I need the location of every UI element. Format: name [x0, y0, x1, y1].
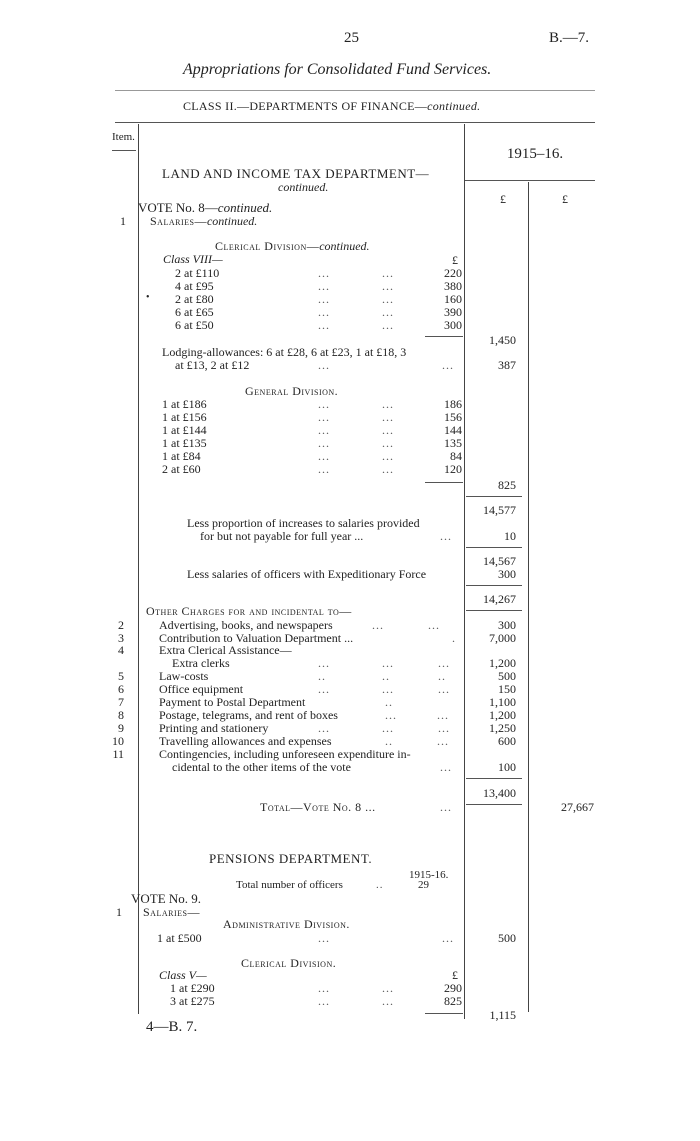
less-1-line-1: Less proportion of increases to salaries provided [187, 516, 420, 530]
other-row-amount: 600 [498, 734, 516, 748]
vote-8-cont: continued. [217, 200, 273, 215]
other-row-number: 4 [118, 643, 124, 657]
class-sum-rule [425, 336, 463, 337]
leader-dots: ... [440, 529, 452, 543]
pensions-salaries-heading: Salaries— [143, 905, 200, 919]
subtotal-1: 14,577 [483, 503, 516, 517]
general-row-amount: 186 [444, 397, 462, 411]
leader-dots: .. [376, 879, 384, 891]
leader-dots: ... [440, 800, 452, 814]
item-column-header: Item. [112, 131, 135, 143]
class-row-amount: 220 [444, 266, 462, 280]
leader-dots: .. ... [385, 734, 449, 748]
general-row-amount: 144 [444, 423, 462, 437]
leader-dots: ... ... ... [318, 721, 450, 735]
leader-dots: ... ... [318, 931, 454, 945]
pensions-pound-sign: £ [452, 968, 458, 982]
land-item-1: 1 [120, 214, 126, 228]
class-row-desc: 6 at £65 [175, 305, 214, 319]
leader-dots: ... ... [318, 279, 394, 293]
other-row-number: 6 [118, 682, 124, 696]
clerical-division-cont: continued. [319, 239, 370, 253]
class-row-desc: 4 at £95 [175, 279, 214, 293]
other-charges-total: 13,400 [483, 786, 516, 800]
other-row-amount: 1,100 [489, 695, 516, 709]
pound-column-2: £ [562, 192, 568, 206]
pensions-class-row-amount: 825 [444, 994, 462, 1008]
title-rule [115, 90, 595, 91]
leader-dots: . [452, 631, 456, 645]
other-row-desc: Advertising, books, and newspapers [159, 618, 333, 632]
item-column-divider [138, 124, 139, 1014]
land-dept-cont: continued. [278, 180, 329, 194]
general-row-amount: 120 [444, 462, 462, 476]
other-charges-heading: Other Charges for and incidental to— [146, 604, 352, 618]
leader-dots: ... ... [318, 449, 394, 463]
year-column-header: 1915–16. [506, 146, 564, 162]
leader-dots: ... ... [318, 318, 394, 332]
pensions-item-1: 1 [116, 905, 122, 919]
item-header-rule [112, 150, 136, 151]
subtotal-3: 14,267 [483, 592, 516, 606]
other-row-desc: Office equipment [159, 682, 244, 696]
general-row-desc: 1 at £135 [162, 436, 207, 450]
other-row-number: 8 [118, 708, 124, 722]
pensions-year-label: 1915-16. [409, 869, 449, 881]
subtotal-3-underline [466, 610, 522, 611]
lodging-line-1: Lodging-allowances: 6 at £28, 6 at £23, 1 at £18, 3 [162, 345, 407, 359]
other-total-rule [466, 778, 522, 779]
clerical-division-label: Clerical Division— [215, 239, 320, 253]
other-row-amount: 100 [498, 760, 516, 774]
other-row-amount: 300 [498, 618, 516, 632]
year-header-rule [465, 180, 595, 181]
land-salaries-heading [150, 214, 257, 229]
pensions-class-row-desc: 1 at £290 [170, 981, 215, 995]
amount-column-divider-2 [528, 182, 529, 1012]
page-title: Appropriations for Consolidated Fund Services. [183, 61, 492, 78]
leader-dots: ... ... [318, 981, 394, 995]
margin-mark: • [146, 292, 150, 303]
vote-8-total-label: Total—Vote No. 8 ... [260, 800, 376, 814]
admin-row-amount: 500 [498, 931, 516, 945]
class-heading-cont: continued. [427, 99, 481, 113]
pensions-class-sum-rule [425, 1013, 463, 1014]
land-dept-title: LAND AND INCOME TAX DEPARTMENT— [162, 166, 430, 181]
less-2-text: Less salaries of officers with Expeditionary Force [187, 567, 427, 581]
class-row-amount: 380 [444, 279, 462, 293]
admin-row-desc: 1 at £500 [157, 931, 202, 945]
general-row-amount: 135 [444, 436, 462, 450]
other-row-amount: 1,200 [489, 708, 516, 722]
leader-dots: .. [385, 695, 393, 709]
other-row-desc: cidental to the other items of the vote [172, 760, 351, 774]
general-row-desc: 1 at £144 [162, 423, 207, 437]
officers-count: 29 [418, 879, 429, 891]
signature-mark: 4—B. 7. [146, 1019, 198, 1035]
leader-dots: ... ... [318, 994, 394, 1008]
leader-dots: ... ... [318, 436, 394, 450]
amount-column-divider-1 [464, 124, 465, 1019]
officers-label: Total number of officers [236, 879, 343, 891]
general-row-desc: 1 at £186 [162, 397, 207, 411]
other-row-number: 3 [118, 631, 124, 645]
document-ref: B.—7. [549, 30, 590, 46]
pensions-class-total: 1,115 [489, 1008, 516, 1022]
vote-8-total-amount: 27,667 [561, 800, 594, 814]
class-row-desc: 2 at £80 [175, 292, 214, 306]
class-row-desc: 6 at £50 [175, 318, 214, 332]
pensions-dept-title: PENSIONS DEPARTMENT. [209, 851, 373, 866]
leader-dots: ... ... [318, 266, 394, 280]
page-number: 25 [344, 30, 359, 46]
land-salaries-cont: continued. [206, 214, 258, 228]
administrative-division-heading: Administrative Division. [223, 917, 350, 931]
other-row-number: 2 [118, 618, 124, 632]
subtotal-3-rule [466, 585, 522, 586]
clerical-division-heading [215, 239, 370, 254]
class-viii-label: Class VIII— [163, 252, 223, 266]
pensions-class-row-desc: 3 at £275 [170, 994, 215, 1008]
other-row-number: 10 [112, 734, 124, 748]
less-2-amount: 300 [498, 567, 516, 581]
class-row-amount: 300 [444, 318, 462, 332]
other-row-amount: 1,250 [489, 721, 516, 735]
other-row-number: 7 [118, 695, 124, 709]
leader-dots: .. .. .. [318, 669, 446, 683]
less-1-line-2: for but not payable for full year ... [200, 529, 364, 543]
class-viii-total: 1,450 [489, 333, 516, 347]
other-row-desc: Printing and stationery [159, 721, 269, 735]
other-row-amount: 7,000 [489, 631, 516, 645]
other-row-desc: Contingencies, including unforeseen expenditure in- [159, 747, 411, 761]
less-1-amount: 10 [504, 529, 516, 543]
leader-dots: ... ... [372, 618, 440, 632]
class-row-desc: 2 at £110 [175, 266, 220, 280]
general-sum-rule [425, 482, 463, 483]
leader-dots: ... ... ... [318, 682, 450, 696]
leader-dots: ... ... [318, 292, 394, 306]
other-row-desc: Postage, telegrams, and rent of boxes [159, 708, 338, 722]
leader-dots: ... ... [318, 423, 394, 437]
class-heading-text: CLASS II.—DEPARTMENTS OF FINANCE— [183, 99, 428, 113]
other-row-desc: Payment to Postal Department [159, 695, 306, 709]
general-row-amount: 84 [450, 449, 462, 463]
class-v-label: Class V— [159, 968, 207, 982]
other-row-desc: Extra Clerical Assistance— [159, 643, 292, 657]
lodging-line-2: at £13, 2 at £12 [175, 358, 250, 372]
other-row-amount: 500 [498, 669, 516, 683]
class-row-amount: 160 [444, 292, 462, 306]
other-row-amount: 1,200 [489, 656, 516, 670]
other-row-desc: Extra clerks [172, 656, 230, 670]
general-row-desc: 1 at £156 [162, 410, 207, 424]
class-heading [183, 99, 480, 114]
other-row-desc: Travelling allowances and expenses [159, 734, 332, 748]
table-top-rule [115, 122, 595, 123]
pensions-clerical-heading: Clerical Division. [241, 956, 337, 970]
other-row-number: 11 [112, 747, 124, 761]
general-row-desc: 1 at £84 [162, 449, 201, 463]
lodging-amount: 387 [498, 358, 516, 372]
general-row-desc: 2 at £60 [162, 462, 201, 476]
leader-dots: ... ... [318, 305, 394, 319]
leader-dots: ... ... [318, 358, 454, 372]
pound-column-1: £ [500, 192, 506, 206]
leader-dots: ... ... [318, 462, 394, 476]
subtotal-1-rule [466, 496, 522, 497]
leader-dots: ... ... [318, 397, 394, 411]
leader-dots: ... ... ... [318, 656, 450, 670]
leader-dots: ... ... [385, 708, 449, 722]
other-row-amount: 150 [498, 682, 516, 696]
vote-9-heading: VOTE No. 9. [131, 891, 202, 906]
other-row-number: 5 [118, 669, 124, 683]
subtotal-2: 14,567 [483, 554, 516, 568]
other-row-desc: Law-costs [159, 669, 209, 683]
leader-dots: ... [440, 760, 452, 774]
vote-8-label: VOTE No. 8— [138, 200, 218, 215]
general-total: 825 [498, 478, 516, 492]
general-division-heading: General Division. [245, 384, 339, 398]
other-row-desc: Contribution to Valuation Department ... [159, 631, 354, 645]
class-row-amount: 390 [444, 305, 462, 319]
pensions-class-row-amount: 290 [444, 981, 462, 995]
leader-dots: ... ... [318, 410, 394, 424]
class-pound-sign: £ [452, 253, 458, 267]
land-salaries-label: Salaries— [150, 214, 207, 228]
general-row-amount: 156 [444, 410, 462, 424]
subtotal-2-rule [466, 547, 522, 548]
other-row-number: 9 [118, 721, 124, 735]
other-total-underline [466, 804, 522, 805]
